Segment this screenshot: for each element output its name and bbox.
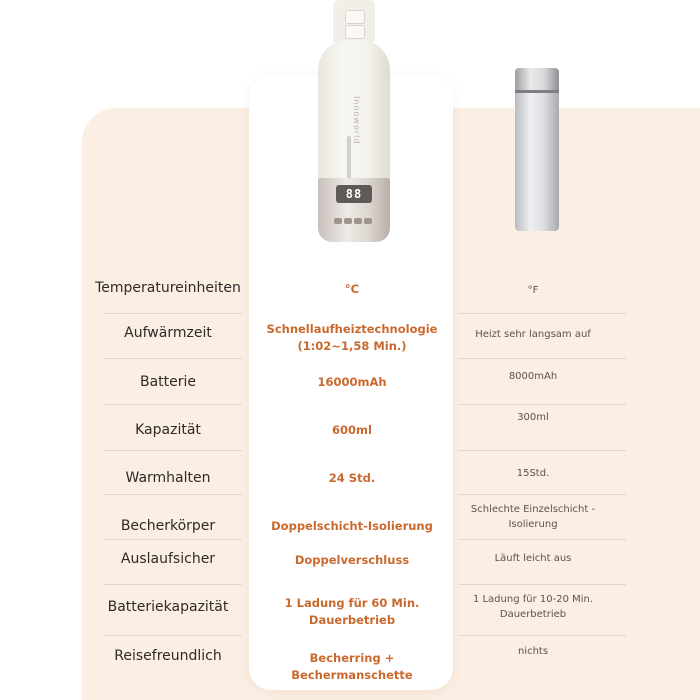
row-divider [104,539,242,540]
flask-lid [515,68,559,90]
control-keys [334,209,376,217]
cap-button-bottom [345,25,365,39]
competitor-value: 8000mAh [508,371,558,382]
row-divider [458,358,626,359]
row-divider [458,584,626,585]
product-value: 1 Ladung für 60 Min. Dauerbetrieb [284,596,420,627]
warmer-body [318,40,390,178]
product-value: Doppelschicht-Isolierung [271,519,433,533]
product-value: °C [344,282,360,296]
row-divider [458,404,626,405]
row-divider [104,313,242,314]
competitor-value: nichts [517,646,549,657]
competitor-value: 1 Ladung für 10-20 Min. Dauerbetrieb [472,594,594,620]
warmer-base [318,178,390,242]
row-label: Auslaufsicher [120,551,216,567]
product-value: 16000mAh [317,375,387,389]
competitor-value: 300ml [517,412,549,423]
product-value: 600ml [332,423,372,437]
row-divider [104,450,242,451]
flask-body [515,93,559,231]
temperature-display: 88 [336,185,372,203]
row-label: Warmhalten [125,470,211,486]
product-value: 24 Std. [328,471,376,485]
cap-button-top [345,10,365,24]
row-divider [104,404,242,405]
row-divider [104,584,242,585]
row-label: Batteriekapazität [107,599,229,615]
product-value: Doppelverschluss [294,553,410,567]
row-divider [458,635,626,636]
product-value: Schnellaufheiztechnologie (1:02~1,58 Min.) [266,322,438,353]
competitor-value: °F [527,285,539,296]
row-divider [104,494,242,495]
row-label: Temperatureinheiten [95,280,241,296]
row-label: Batterie [139,374,197,390]
competitor-value: Schlechte Einzelschicht -Isolierung [470,504,596,530]
row-divider [104,635,242,636]
row-divider [458,450,626,451]
row-divider [104,358,242,359]
competitor-value: Läuft leicht aus [494,553,572,564]
competitor-value: 15Std. [516,468,550,479]
thermos-flask-icon [513,68,561,233]
row-label: Becherkörper [120,518,216,534]
competitor-value: Heizt sehr langsam auf [475,329,591,340]
brand-label: Innoworld [352,96,361,145]
product-value: Becherring + Bechermanschette [291,651,413,682]
row-divider [458,494,626,495]
bottle-warmer-icon [318,0,390,245]
row-label: Aufwärmzeit [124,325,212,341]
row-divider [458,539,626,540]
row-label: Reisefreundlich [114,648,222,664]
row-label: Kapazität [135,422,201,438]
warmer-cap [333,0,375,42]
row-divider [458,313,626,314]
